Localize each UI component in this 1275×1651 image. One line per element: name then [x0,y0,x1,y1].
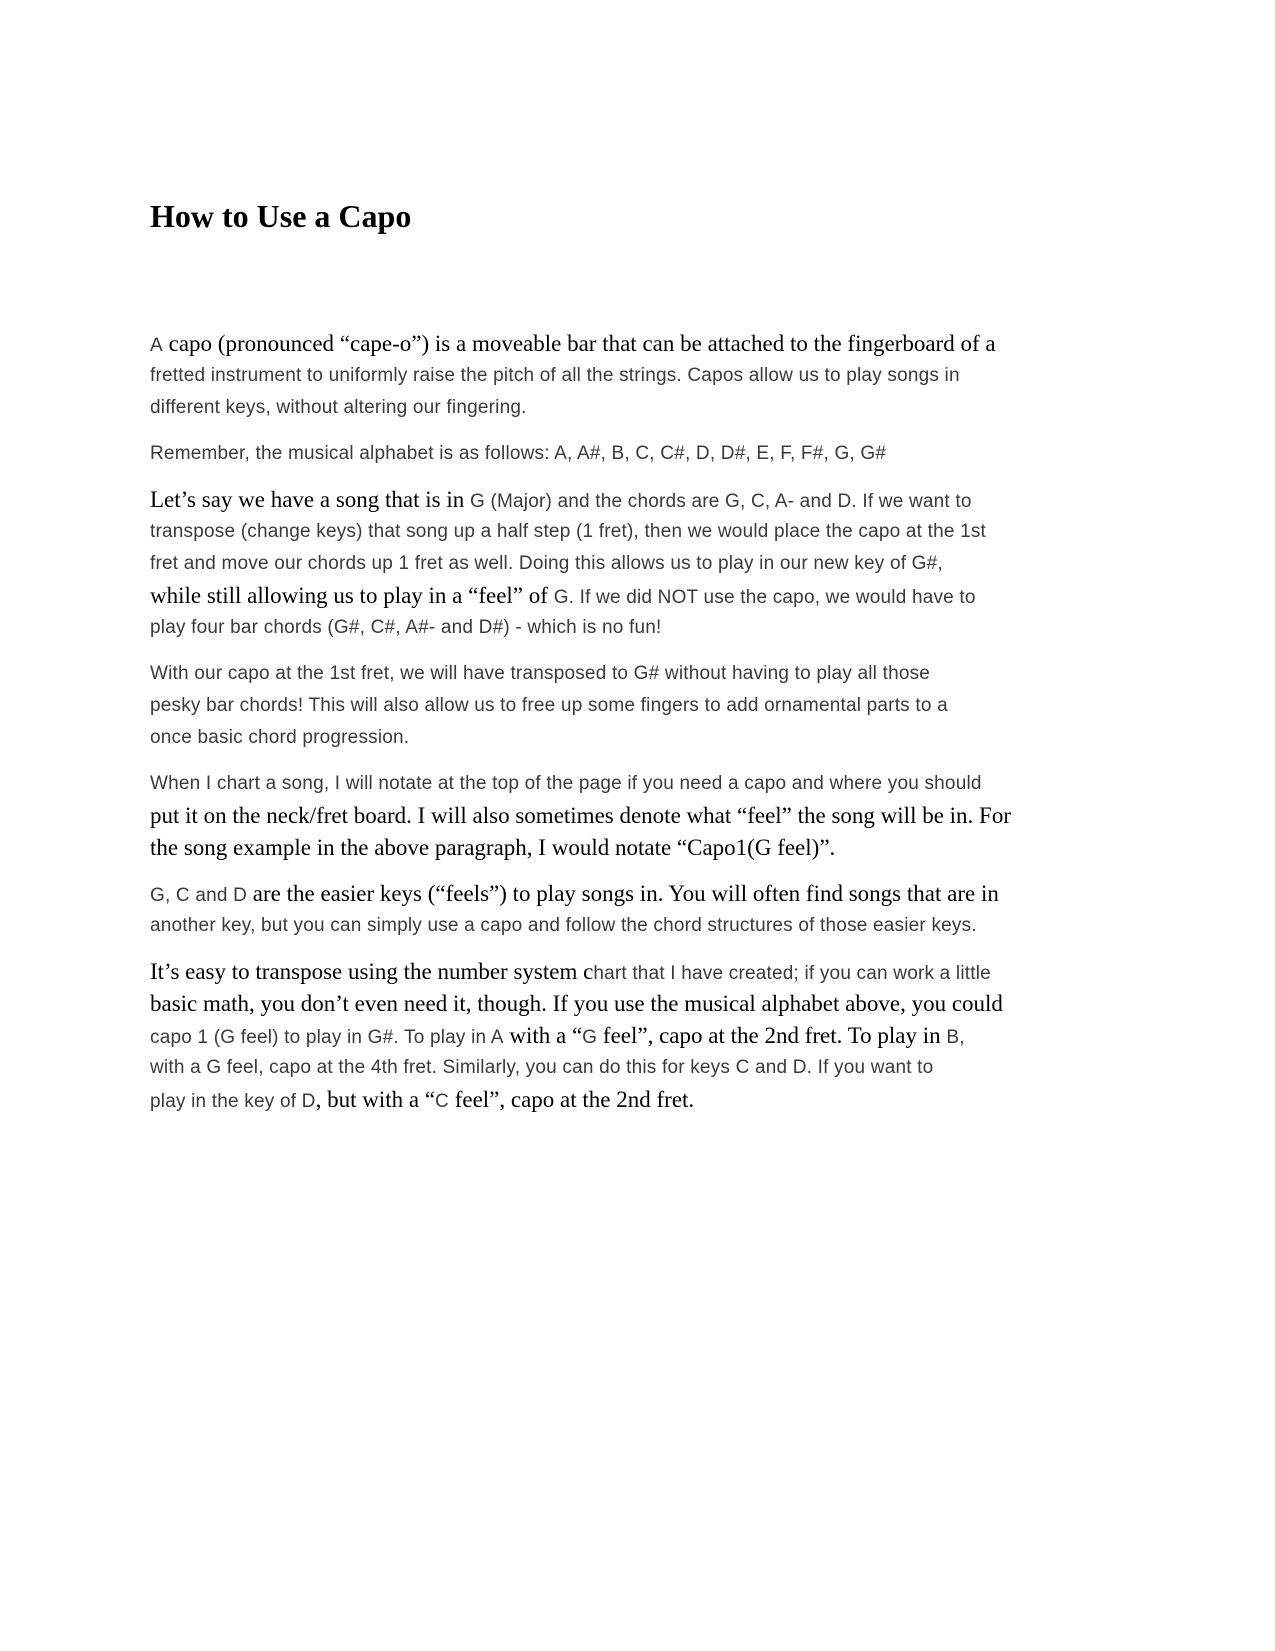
text-line [150,1084,1140,1116]
text-line [150,722,1140,754]
text-segment: Remember, the musical alphabet is as follows: A, A#, B, C, C#, D, D#, E, F, F#, G, G# [150,443,887,464]
text-segment: C [435,1091,449,1112]
text-segment: G. If we did NOT use the capo, we would have to [553,587,976,608]
paragraph [150,328,1140,424]
text-segment: put it on the neck/fret board. I will also sometimes denote what “feel” the song will be in. For [150,803,1012,828]
text-segment: Let’s say we have a song that is in [150,487,471,512]
text-line [150,392,1140,424]
text-segment: once basic chord progression. [150,727,410,748]
text-line [150,438,1140,470]
text-segment: basic math, you don’t even need it, though. If you use the musical alphabet above, you could [150,991,1003,1016]
text-segment: It’s easy to transpose using the number system c [150,959,594,984]
text-segment: When I chart a song, I will notate at the top of the page if you need a capo and where you should [150,773,982,794]
text-segment: hart that I have created; if you can work a little [593,963,991,984]
text-segment: transpose (change keys) that song up a half step (1 fret), then we would place the capo at the 1st [150,521,987,542]
text-line [150,956,1140,988]
document-body [150,328,1140,1116]
paragraph [150,956,1140,1116]
text-line [150,484,1140,516]
text-segment: With our capo at the 1st fret, we will have transposed to G# without having to play all those [150,663,931,684]
text-segment: different keys, without altering our fingering. [150,397,527,418]
text-line [150,658,1140,690]
text-segment: fret and move our chords up 1 fret as well. Doing this allows us to play in our new key of G#, [150,553,943,574]
text-segment: feel”, capo at the 2nd fret. [448,1087,695,1112]
text-segment: while still allowing us to play in a “feel” of [150,583,554,608]
text-line [150,516,1140,548]
paragraph [150,658,1140,754]
text-segment: , but with a “ [315,1087,436,1112]
text-segment: A [150,335,163,356]
paragraph [150,768,1140,864]
paragraph [150,878,1140,942]
text-line [150,548,1140,580]
text-segment: G [582,1027,598,1048]
text-line [150,768,1140,800]
page-title: How to Use a Capo [150,198,412,234]
text-segment: with a G feel, capo at the 4th fret. Similarly, you can do this for keys C and D. If you want to [150,1057,934,1078]
text-segment: B, [946,1027,965,1048]
text-line [150,328,1140,360]
text-line [150,1052,1140,1084]
text-line [150,910,1140,942]
paragraph [150,438,1140,470]
text-segment: are the easier keys (“feels”) to play songs in. You will often find songs that are in [247,881,999,906]
text-line [150,878,1140,910]
text-line [150,580,1140,612]
text-segment: another key, but you can simply use a capo and follow the chord structures of those easier keys. [150,915,977,936]
text-line [150,832,1140,864]
text-segment: capo (pronounced “cape-o”) is a moveable bar that can be attached to the fingerboard of a [162,331,996,356]
text-line [150,1020,1140,1052]
text-segment: G (Major) and the chords are G, C, A- and D. If we want to [470,491,972,512]
text-segment: the song example in the above paragraph, I would notate “Capo1(G feel)”. [150,835,836,860]
paragraph [150,484,1140,644]
text-line [150,800,1140,832]
text-line [150,690,1140,722]
text-segment: feel”, capo at the 2nd fret. To play in [597,1023,947,1048]
text-segment: pesky bar chords! This will also allow us to free up some fingers to add ornamental parts to a [150,695,948,716]
text-line [150,988,1140,1020]
text-segment: with a “ [503,1023,583,1048]
text-segment: capo 1 (G feel) to play in G#. To play in A [150,1027,504,1048]
text-line [150,360,1140,392]
text-segment: play in the key of D [150,1091,316,1112]
text-segment: play four bar chords (G#, C#, A#- and D#) - which is no fun! [150,617,662,638]
text-segment: fretted instrument to uniformly raise the pitch of all the strings. Capos allow us to play songs in [150,365,960,386]
text-segment: G, C and D [150,885,248,906]
text-line [150,612,1140,644]
